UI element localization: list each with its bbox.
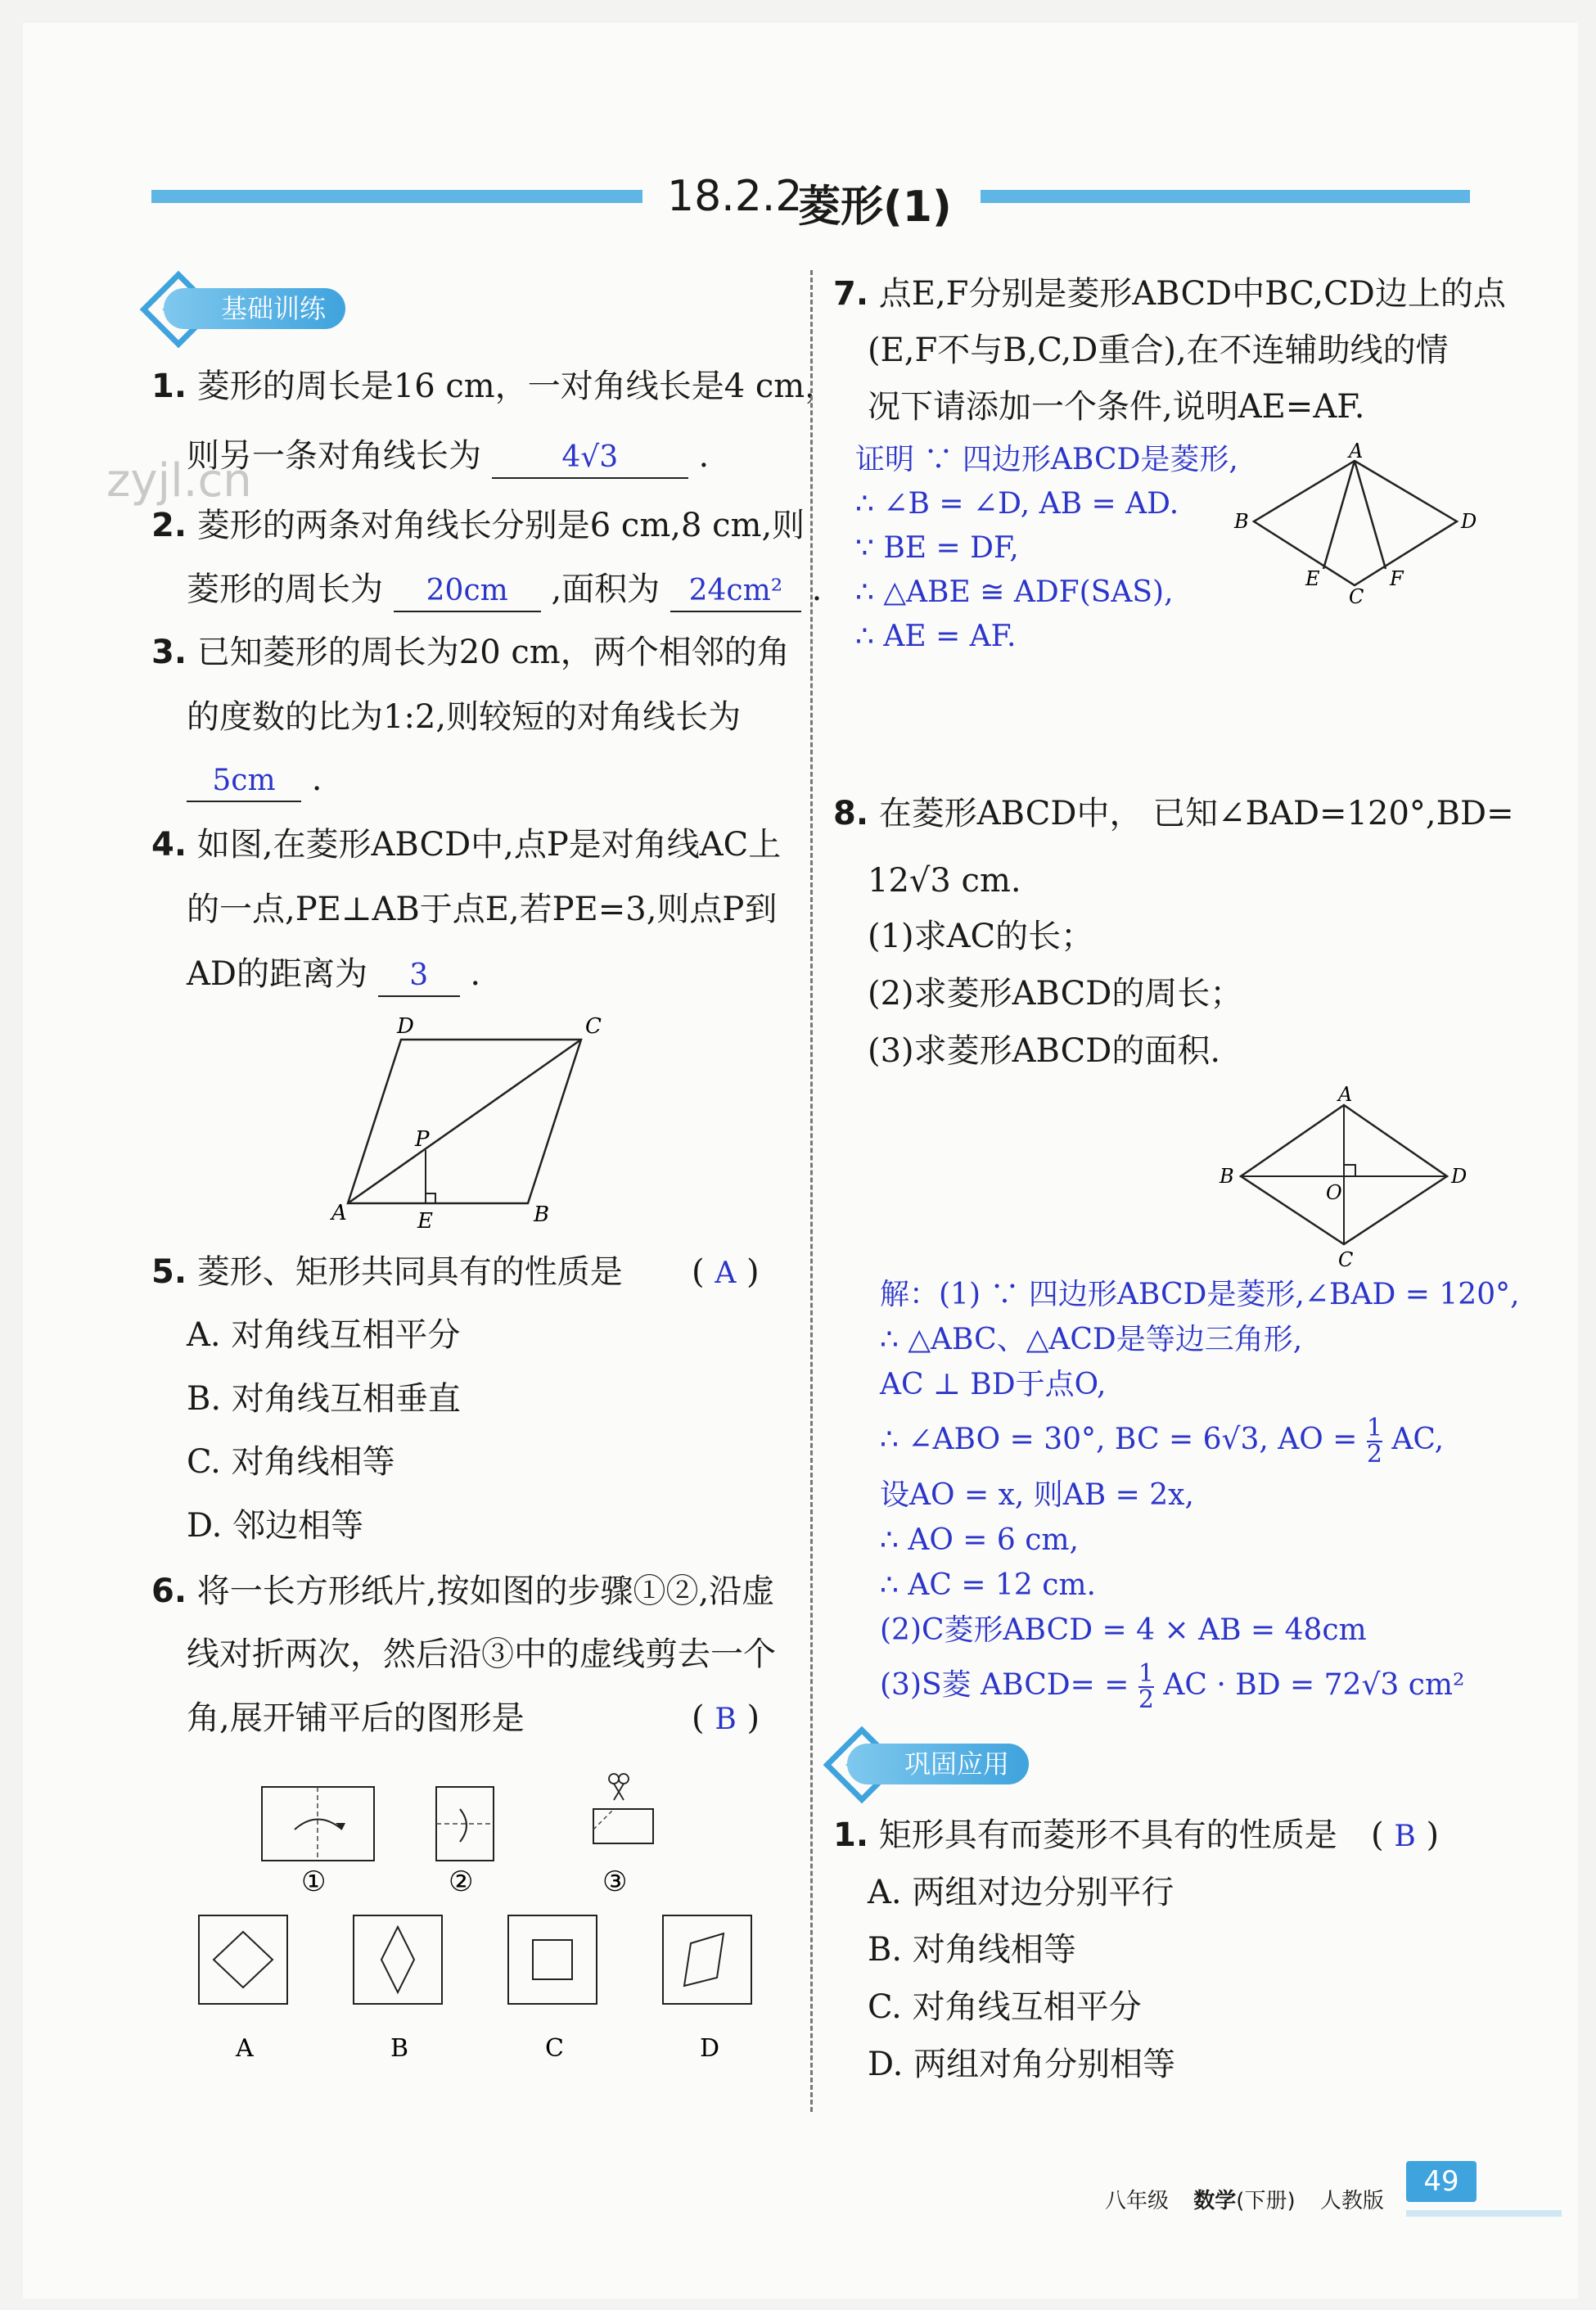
q8-part-1: (1)求AC的长； — [868, 918, 1094, 955]
section-number: 18.2.2 — [667, 172, 803, 221]
q3-number: 3. — [151, 634, 187, 671]
q6-answer: B — [715, 1703, 737, 1736]
question-1 — [151, 367, 837, 406]
q8-solution-4b: AC, — [1391, 1423, 1445, 1456]
q6-line3: 角,展开铺平后的图形是 — [187, 1699, 525, 1737]
q8-solution-8: (2)C菱形ABCD = 4 × AB = 48cm — [880, 1613, 1367, 1647]
q8-solution-7: ∴ AC = 12 cm. — [880, 1568, 1096, 1602]
q4-label-e: E — [417, 1209, 433, 1234]
question-1-line2 — [187, 436, 709, 479]
q6-step-2: ② — [449, 1866, 474, 1898]
footer-volume: (下册) — [1236, 2189, 1296, 2213]
q2-answer2-blank: 24cm² — [670, 571, 801, 612]
q5-option-c: C. 对角线相等 — [187, 1443, 395, 1481]
header-bar-left — [151, 190, 642, 203]
q8-line1: 在菱形ABCD中， 已知∠BAD=120°,BD= — [878, 795, 1514, 832]
q7-label-e: E — [1305, 567, 1320, 590]
q4-label-p: P — [415, 1127, 430, 1152]
q8-solution-9-line — [880, 1659, 1465, 1714]
question-7 — [833, 274, 1506, 314]
q6-line1: 将一长方形纸片,按如图的步骤①②,沿虚 — [196, 1572, 775, 1610]
q3-line2: 的度数的比为1:2,则较短的对角线长为 — [187, 698, 742, 736]
q8-solution-4: ∴ ∠ABO = 30°, BC = 6√3, AO = — [880, 1423, 1358, 1456]
c1-option-c: C. 对角线互相平分 — [868, 1988, 1142, 2026]
page-title: 菱形(1) — [798, 183, 952, 232]
consolidate-question-1 — [833, 1816, 1337, 1855]
c1-answer-paren: ( B ) — [1371, 1816, 1440, 1854]
q4-answer-blank: 3 — [378, 956, 460, 997]
q8-solution-4-line — [880, 1416, 1444, 1467]
c1-number: 1. — [833, 1816, 869, 1854]
q4-label-a: A — [331, 1201, 347, 1225]
q8-label-c: C — [1338, 1248, 1354, 1271]
q7-label-b: B — [1234, 510, 1249, 533]
q7-number: 7. — [833, 275, 869, 313]
question-2-line2 — [187, 570, 822, 612]
q2-line1: 菱形的两条对角线长分别是6 cm,8 cm,则 — [196, 507, 805, 544]
q7-label-d: D — [1461, 510, 1477, 533]
question-8 — [833, 794, 1514, 833]
q2-line2b: ,面积为 — [551, 571, 660, 608]
section-badge-consolidate: 巩固应用 — [847, 1744, 1029, 1784]
q1-number: 1. — [151, 368, 187, 405]
q6-number: 6. — [151, 1572, 187, 1610]
q6-folding-steps-figure — [246, 1764, 704, 1898]
q8-line2: 12√3 cm. — [868, 862, 1021, 900]
q7-proof-4: ∴ △ABE ≅ ADF(SAS), — [855, 575, 1174, 609]
question-5 — [151, 1252, 623, 1292]
c1-answer: B — [1394, 1820, 1416, 1853]
question-4 — [151, 825, 781, 864]
q7-proof-5: ∴ AE = AF. — [855, 620, 1017, 653]
footer-edition: 人教版 — [1319, 2189, 1384, 2213]
question-4-line3 — [187, 954, 480, 997]
q7-proof-2: ∴ ∠B = ∠D, AB = AD. — [855, 487, 1179, 521]
c1-option-d: D. 两组对角分别相等 — [868, 2046, 1176, 2083]
q4-label-b: B — [534, 1202, 550, 1227]
q6-step-3: ③ — [602, 1866, 628, 1898]
footer-bar — [1406, 2210, 1562, 2217]
q2-end: . — [811, 571, 823, 608]
q6-answer-paren: ( B ) — [692, 1699, 760, 1737]
q8-number: 8. — [833, 795, 869, 832]
q8-label-d: D — [1451, 1165, 1468, 1188]
page-number: 49 — [1406, 2161, 1477, 2202]
q4-label-d: D — [397, 1014, 414, 1039]
q5-option-d: D. 邻边相等 — [187, 1507, 364, 1545]
question-6 — [151, 1572, 774, 1611]
c1-option-b: B. 对角线相等 — [868, 1931, 1076, 1969]
column-divider — [810, 270, 813, 2112]
q6-line2: 线对折两次，然后沿③中的虚线剪去一个 — [187, 1635, 776, 1673]
scissors-icon — [609, 1774, 619, 1784]
footer-text — [1105, 2184, 1384, 2214]
section-badge-basic: 基础训练 — [164, 288, 345, 329]
q2-line2a: 菱形的周长为 — [187, 571, 383, 608]
q6-choice-a: A — [236, 2034, 254, 2063]
q7-line2: (E,F不与B,C,D重合),在不连辅助线的情 — [868, 332, 1449, 369]
q5-option-b: B. 对角线互相垂直 — [187, 1380, 461, 1418]
q8-solution-2: ∴ △ABC、△ACD是等边三角形, — [880, 1323, 1303, 1356]
q7-proof-3: ∵ BE = DF, — [855, 531, 1019, 565]
q4-end: . — [470, 955, 481, 993]
q2-number: 2. — [151, 507, 187, 544]
watermark: zyjl.cn — [106, 454, 252, 508]
question-2 — [151, 506, 805, 545]
footer-subject: 数学 — [1193, 2189, 1237, 2213]
header-bar-right — [981, 190, 1470, 203]
q1-line1: 菱形的周长是16 cm，一对角线长是4 cm， — [196, 368, 838, 405]
q8-label-b: B — [1220, 1165, 1234, 1188]
q8-solution-9: (3)S菱 ABCD= = — [880, 1668, 1129, 1702]
q4-line3: AD的距离为 — [187, 955, 367, 993]
q5-number: 5. — [151, 1253, 187, 1291]
q8-fraction-half-2: $\frac{1}{2}$ — [1138, 1659, 1154, 1714]
q4-line2: 的一点,PE⊥AB于点E,若PE=3,则点P到 — [187, 891, 778, 928]
q8-part-3: (3)求菱形ABCD的面积. — [868, 1032, 1221, 1070]
c1-stem: 矩形具有而菱形不具有的性质是 — [878, 1816, 1337, 1854]
question-3-line3 — [187, 760, 322, 802]
q6-choice-c: C — [545, 2034, 564, 2063]
q8-part-2: (2)求菱形ABCD的周长； — [868, 975, 1243, 1013]
q6-choices-figure — [188, 1907, 761, 2071]
q2-answer1-blank: 20cm — [394, 571, 541, 612]
footer-grade: 八年级 — [1105, 2189, 1170, 2213]
q8-label-a: A — [1338, 1083, 1353, 1106]
q8-solution-10: AC · BD = 72√3 cm² — [1163, 1668, 1465, 1702]
q3-line1: 已知菱形的周长为20 cm，两个相邻的角 — [196, 634, 790, 671]
q4-line1: 如图,在菱形ABCD中,点P是对角线AC上 — [196, 826, 782, 864]
q6-choice-d: D — [700, 2034, 720, 2063]
q7-label-f: F — [1390, 567, 1404, 590]
question-3 — [151, 633, 790, 672]
q7-line3: 况下请添加一个条件,说明AE=AF. — [868, 388, 1365, 426]
q8-rhombus-figure — [1211, 1083, 1490, 1271]
q8-label-o: O — [1326, 1181, 1342, 1204]
q8-solution-6: ∴ AO = 6 cm, — [880, 1523, 1079, 1557]
q1-end: . — [698, 437, 710, 475]
q6-step-1: ① — [301, 1866, 327, 1898]
q4-label-c: C — [585, 1014, 602, 1039]
q3-end: . — [311, 760, 322, 798]
c1-option-a: A. 两组对边分别平行 — [868, 1874, 1174, 1911]
q7-label-c: C — [1349, 585, 1364, 608]
q6-choice-b: B — [390, 2034, 409, 2063]
q5-stem: 菱形、矩形共同具有的性质是 — [196, 1253, 623, 1291]
q1-line2: 则另一条对角线长为 — [187, 437, 481, 475]
q7-rhombus-figure — [1228, 440, 1490, 610]
q1-answer-blank: 4√3 — [492, 438, 688, 479]
q8-solution-5: 设AO = x, 则AB = 2x, — [880, 1478, 1194, 1512]
q5-option-a: A. 对角线互相平分 — [187, 1316, 461, 1354]
q7-label-a: A — [1349, 440, 1364, 462]
q8-fraction-half: $\frac{1}{2}$ — [1366, 1414, 1382, 1469]
q4-rhombus-figure — [327, 1014, 606, 1234]
q8-solution-3: AC ⊥ BD于点O, — [880, 1368, 1107, 1401]
q7-proof-1: 证明 ∵ 四边形ABCD是菱形, — [855, 443, 1238, 476]
q7-line1: 点E,F分别是菱形ABCD中BC,CD边上的点 — [878, 275, 1506, 313]
q5-answer-paren: ( A ) — [692, 1253, 760, 1291]
q8-solution-1: 解：(1) ∵ 四边形ABCD是菱形,∠BAD = 120°, — [880, 1278, 1520, 1311]
q3-answer-blank: 5cm — [187, 761, 301, 802]
q5-answer: A — [715, 1257, 737, 1290]
q4-number: 4. — [151, 826, 187, 864]
